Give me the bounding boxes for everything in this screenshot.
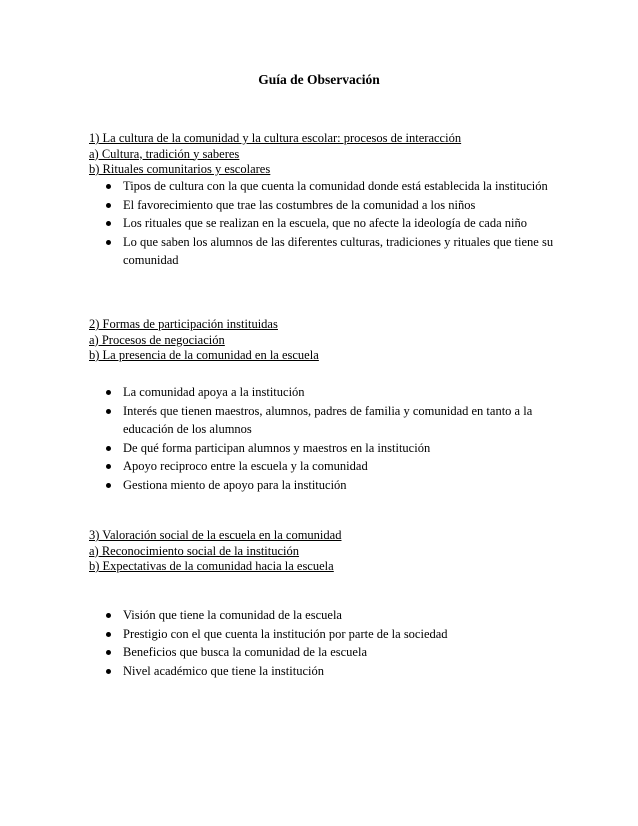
list-item [89,476,559,495]
list-item-text: Los rituales que se realizan en la escuela, que no afecte la ideología de cada niño [123,216,527,230]
section-1-header [89,131,461,178]
section-3-bullet-list [89,606,559,680]
bullet-icon [106,221,111,226]
list-item-text: El favorecimiento que trae las costumbres de la comunidad a los niños [123,197,476,212]
list-item [89,662,559,681]
bullet-icon [106,184,111,189]
list-item-text: La comunidad apoya a la institución [123,385,305,399]
list-item-text: Beneficios que busca la comunidad de la escuela [123,645,368,659]
list-item-text: Gestiona miento de apoyo para la institución [123,477,347,492]
section-1-subheading-a: a) Cultura, tradición y saberes [89,146,240,161]
list-item [89,383,559,402]
section-2-bullet-list [89,383,559,494]
section-2-subheading-a: a) Procesos de negociación [89,332,225,347]
list-item-text: Prestigio con el que cuenta la institución por parte de la sociedad [123,626,448,641]
section-3-header [89,528,341,575]
list-item-text: Apoyo reciproco entre la escuela y la comunidad [123,459,368,473]
list-item [89,233,559,270]
section-1-heading: 1) La cultura de la comunidad y la cultura escolar: procesos de interacción [89,131,462,145]
list-item-text: Lo que saben los alumnos de las diferentes culturas, tradiciones y rituales que tiene su comunidad [123,234,554,267]
page-title: Guía de Observación [258,72,380,87]
bullet-icon [106,390,111,395]
section-3-subheading-b: b) Expectativas de la comunidad hacia la escuela [89,559,334,573]
bullet-icon [106,240,111,245]
list-item [89,643,559,662]
section-2-subheading-b: b) La presencia de la comunidad en la escuela [89,348,319,362]
section-1-bullet-list [89,177,559,270]
section-2-header [89,317,319,364]
list-item [89,196,559,215]
list-item-text: De qué forma participan alumnos y maestros en la institución [123,440,431,455]
bullet-icon [106,613,111,618]
list-item [89,402,559,439]
list-item-text: Tipos de cultura con la que cuenta la comunidad donde está establecida la institución [123,179,548,193]
bullet-icon [106,203,111,208]
bullet-icon [106,483,111,488]
list-item-text: Interés que tienen maestros, alumnos, padres de familia y comunidad en tanto a la educación de los alumnos [123,403,533,436]
list-item [89,439,559,458]
bullet-icon [106,650,111,655]
list-item-text: Nivel académico que tiene la institución [123,663,324,678]
section-3-heading: 3) Valoración social de la escuela en la comunidad [89,528,342,542]
bullet-icon [106,669,111,674]
list-item-text: Visión que tiene la comunidad de la escuela [123,608,342,622]
list-item [89,625,559,644]
bullet-icon [106,464,111,469]
bullet-icon [106,409,111,414]
list-item [89,214,559,233]
bullet-icon [106,632,111,637]
section-2-heading: 2) Formas de participación instituidas [89,317,278,331]
section-3-subheading-a: a) Reconocimiento social de la institución [89,543,300,558]
bullet-icon [106,446,111,451]
section-1-subheading-b: b) Rituales comunitarios y escolares [89,162,271,176]
list-item [89,606,559,625]
list-item [89,177,559,196]
list-item [89,457,559,476]
